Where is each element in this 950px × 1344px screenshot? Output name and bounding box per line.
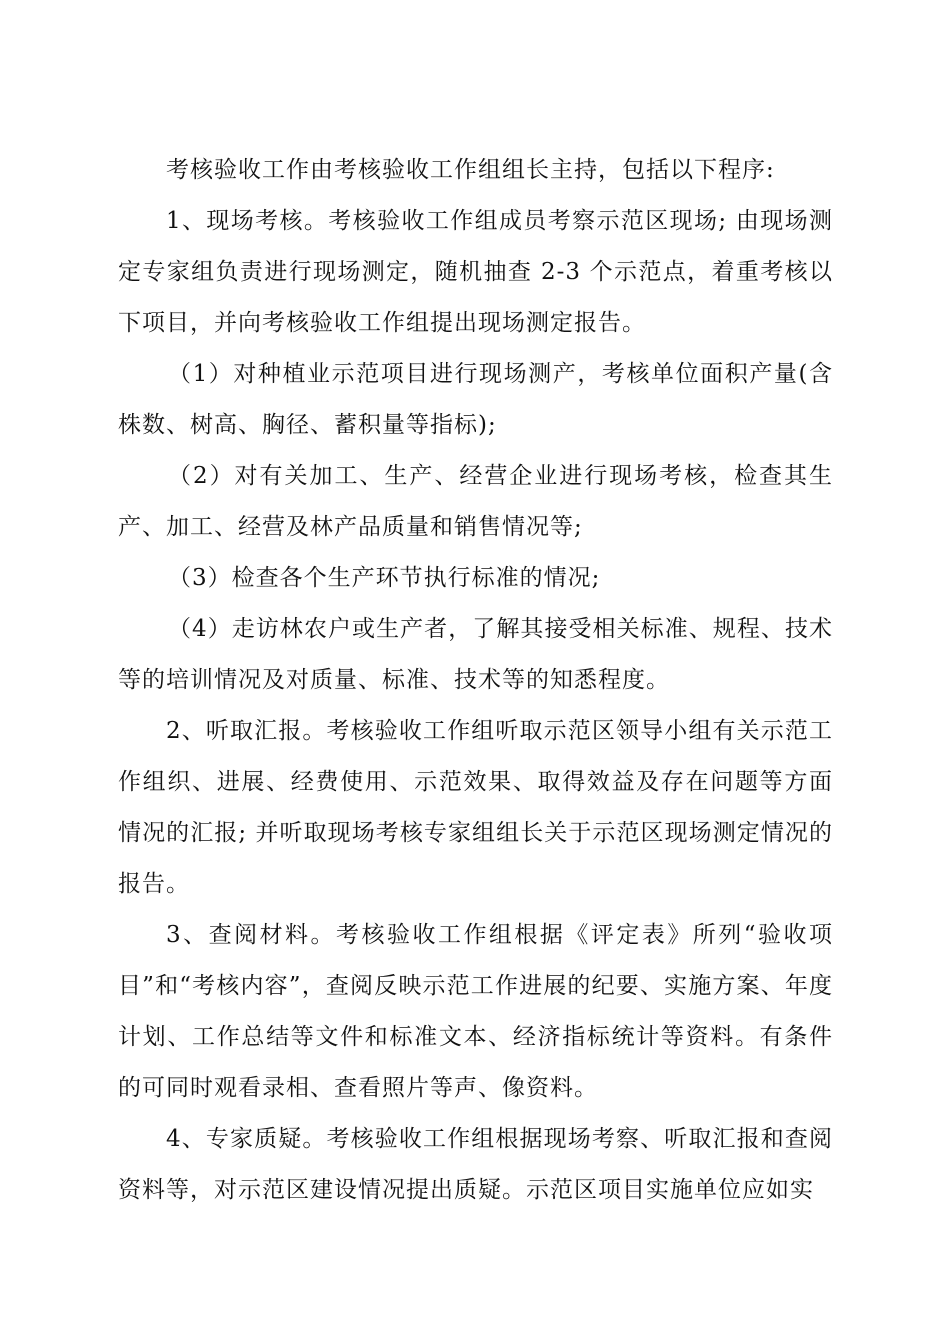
expert-questions-paragraph: 4、专家质疑。考核验收工作组根据现场考察、听取汇报和查阅资料等，对示范区建设情况提出质疑。示范区项目实施单位应如实 bbox=[118, 1126, 833, 1203]
item-4-paragraph: （4）走访林农户或生产者，了解其接受相关标准、规程、技术等的培训情况及对质量、标准、技术等的知悉程度。 bbox=[118, 616, 833, 693]
document-body bbox=[118, 145, 833, 1216]
materials-paragraph: 3、查阅材料。考核验收工作组根据《评定表》所列“验收项目”和“考核内容”，查阅反映示范工作进展的纪要、实施方案、年度计划、工作总结等文件和标准文本、经济指标统计等资料。有条件的可同时观看录相、查看照片等声、像资料。 bbox=[118, 922, 833, 1101]
site-assessment-paragraph: 1、现场考核。考核验收工作组成员考察示范区现场; 由现场测定专家组负责进行现场测定，随机抽查 2-3 个示范点，着重考核以下项目，并向考核验收工作组提出现场测定报告。 bbox=[118, 208, 833, 336]
intro-paragraph: 考核验收工作由考核验收工作组组长主持，包括以下程序: bbox=[166, 157, 775, 183]
item-2-paragraph: （2）对有关加工、生产、经营企业进行现场考核，检查其生产、加工、经营及林产品质量和销售情况等; bbox=[118, 463, 833, 540]
item-1-paragraph: （1）对种植业示范项目进行现场测产，考核单位面积产量(含株数、树高、胸径、蓄积量等指标); bbox=[118, 361, 833, 438]
report-paragraph: 2、听取汇报。考核验收工作组听取示范区领导小组有关示范工作组织、进展、经费使用、示范效果、取得效益及存在问题等方面情况的汇报; 并听取现场考核专家组组长关于示范区现场测定情况的报告。 bbox=[118, 718, 833, 897]
item-3-paragraph: （3）检查各个生产环节执行标准的情况; bbox=[168, 565, 601, 591]
